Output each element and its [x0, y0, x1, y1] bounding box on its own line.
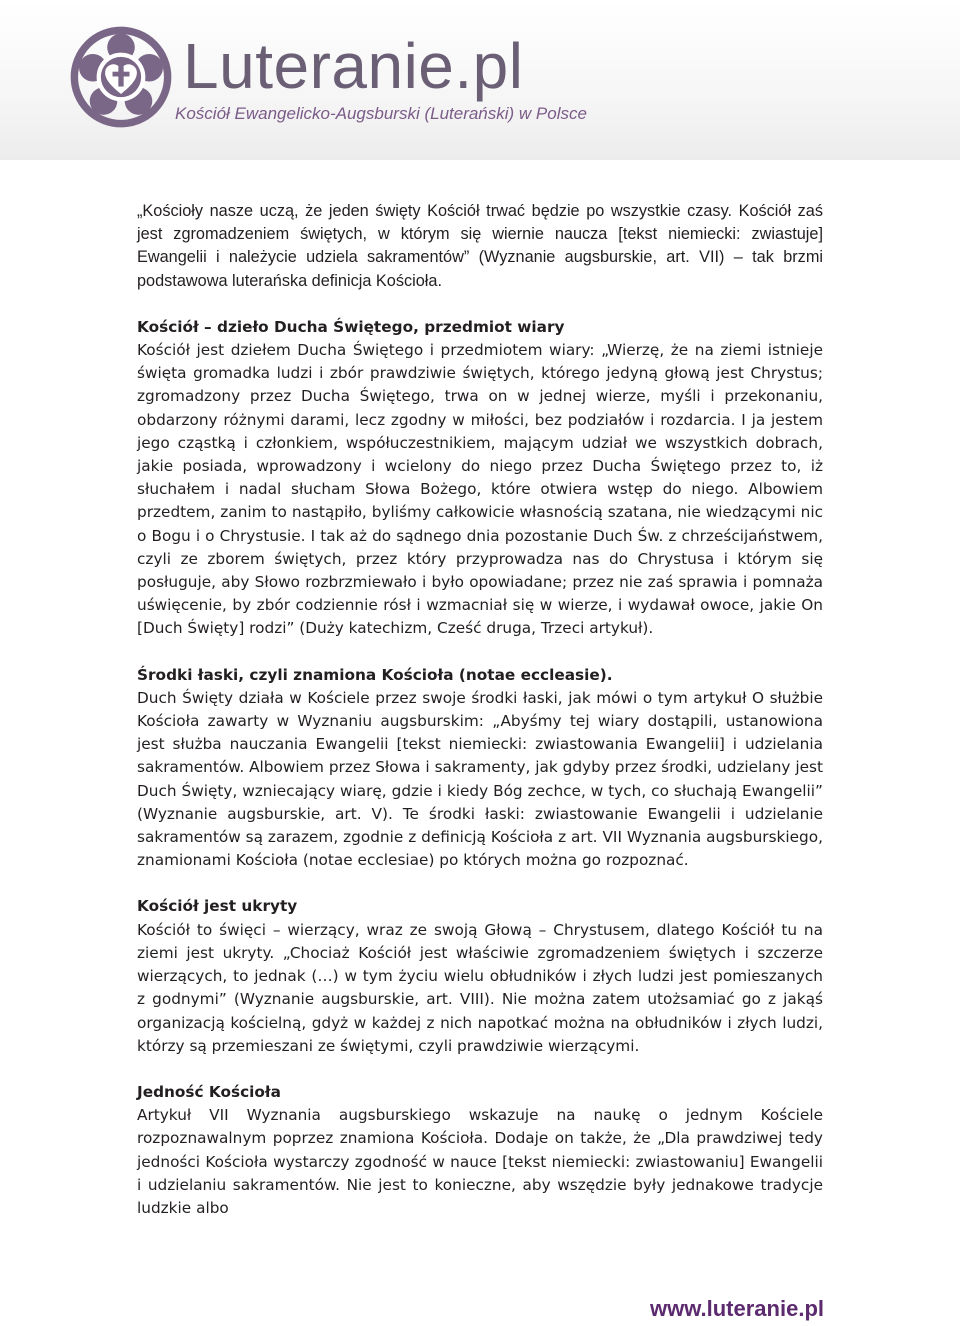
site-logo-title: Luteranie.pl: [183, 30, 524, 102]
page-header: [0, 0, 960, 160]
section-heading: Kościół jest ukryty: [137, 897, 298, 916]
section-church-unity: [137, 1081, 823, 1220]
section-church-work-of-spirit: [137, 316, 823, 641]
footer-website-link[interactable]: www.luteranie.pl: [650, 1296, 824, 1321]
article-body: [137, 200, 823, 1220]
section-hidden-church: [137, 895, 823, 1057]
section-paragraph: Kościół jest dziełem Ducha Świętego i przedmiotem wiary: „Wierzę, że na ziemi istnieje święta gromadka ludzi i zbór prawdziwie świętych, którego jedyną głową jest Chrystus; zgromadzony przez Ducha Świętego, trwa on w jednej wierze, myśli i przekonaniu, obdarzony różnymi darami, lecz zgodny w miłości, bez podziałów i rozdarcia. I ja jestem jego cząstką i członkiem, współuczestnikiem, mającym udział we wszystkich dobrach, jakie posiada, wprowadzony i wcielony do niego przez Ducha Świętego przez to, iż słuchałem i nadal słucham Słowa Bożego, które otwiera wstęp do niego. Albowiem przedtem, zanim to nastąpiło, byliśmy całkowicie własnością szatana, nie wiedzącymi nic o Bogu i o Chrystusie. I tak aż do sądnego dnia pozostanie Duch Św. z chrześcijaństwem, czyli ze zborem świętych, przez który przyprowadza nas do Chrystusa i którym się posługuje, aby Słowo rozbrzmiewało i było opowiadane; przez nie zaś sprawia i pomnaża uświęcenie, by zbór codziennie rósł i wzmacniał się w wierze, i wydawał owoce, jakie On [Duch Święty] rodzi” (Duży katechizm, Cześć druga, Trzeci artykuł).: [137, 341, 823, 638]
luther-rose-icon: [68, 24, 174, 130]
section-heading: Środki łaski, czyli znamiona Kościoła (notae eccleasie).: [137, 665, 613, 684]
section-heading: Jedność Kościoła: [137, 1082, 281, 1101]
section-heading: Kościół – dzieło Ducha Świętego, przedmiot wiary: [137, 317, 565, 336]
site-logo-subtitle: Kościół Ewangelicko-Augsburski (Luterański) w Polsce: [175, 104, 587, 123]
section-means-of-grace: [137, 664, 823, 873]
section-paragraph: Duch Święty działa w Kościele przez swoje środki łaski, jak mówi o tym artykuł O służbie Kościoła zawarty w Wyznaniu augsburskim: „Abyśmy tej wiary dostąpili, ustanowiona jest służba nauczania Ewangelii [tekst niemiecki: zwiastowania Ewangelii] i udzielania sakramentów. Albowiem przez Słowa i sakramenty, jak gdyby przez środki, udzielany jest Duch Święty, wzniecający wiarę, gdzie i kiedy Bóg zechce, w tych, co słuchają Ewangelii” (Wyznanie augsburskie, art. V). Te środki łaski: zwiastowanie Ewangelii i udzielanie sakramentów są zarazem, zgodnie z definicją Kościoła z art. VII Wyznania augsburskiego, znamionami Kościoła (notae ecclesiae) po których można go rozpoznać.: [137, 688, 823, 870]
intro-paragraph: „Kościoły nasze uczą, że jeden święty Kościół trwać będzie po wszystkie czasy. Kościół zaś jest zgromadzeniem świętych, w którym się wiernie naucza [tekst niemiecki: zwiastuje] Ewangelii i należycie udziela sakramentów” (Wyznanie augsburskie, art. VII) – tak brzmi podstawowa luterańska definicja Kościoła.: [137, 202, 823, 290]
section-paragraph: Artykuł VII Wyznania augsburskiego wskazuje na naukę o jednym Kościele rozpoznawalnym poprzez znamiona Kościoła. Dodaje on także, że „Dla prawdziwej tedy jedności Kościoła wystarczy zgodność w nauce [tekst niemiecki: zwiastowaniu] Ewangelii i udzielaniu sakramentów. Nie jest to konieczne, aby wszędzie były jednakowe tradycje ludzkie albo: [137, 1106, 823, 1217]
section-paragraph: Kościół to święci – wierzący, wraz ze swoją Głową – Chrystusem, dlatego Kościół tu na ziemi jest ukryty. „Chociaż Kościół jest właściwie zgromadzeniem świętych i szczerze wierzących, to jednak (…) w tym życiu wielu obłudników i złych ludzi jest pomieszanych z godnymi” (Wyznanie augsburskie, art. VIII). Nie można zatem utożsamiać go z jakąś organizacją kościelną, gdyż w każdej z nich napotkać można na obłudników i złych ludzi, którzy są przemieszani ze świętymi, czyli prawdziwie wierzącymi.: [137, 920, 823, 1055]
